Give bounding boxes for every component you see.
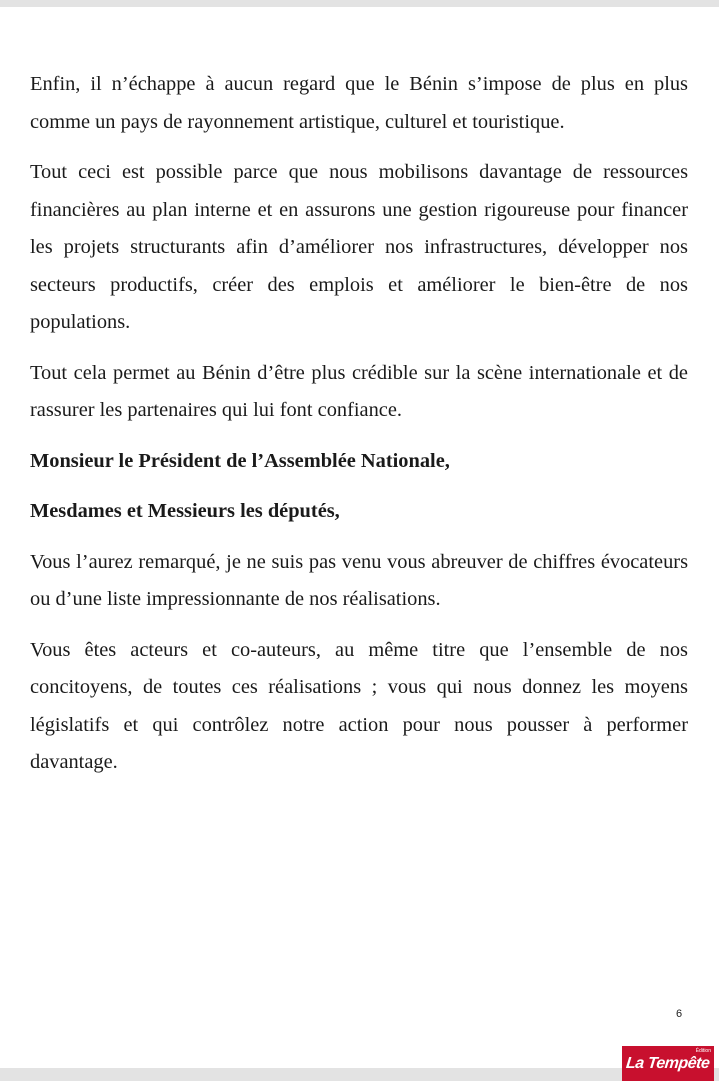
salutation-heading: Monsieur le Président de l’Assemblée Nationale, [30, 449, 450, 472]
paragraph: Tout cela permet au Bénin d’être plus crédible sur la scène internationale et de rassurer les partenaires qui lui font confiance. [30, 361, 688, 421]
paragraph: Vous êtes acteurs et co-auteurs, au même titre que l’ensemble de nos concitoyens, de toutes ces réalisations ; vous qui nous donnez les moyens législatifs et qui contrôlez notre action pour nous pousser à performer davantage. [30, 638, 688, 773]
page-number: 6 [676, 1008, 683, 1020]
paragraph: Vous l’aurez remarqué, je ne suis pas venu vous abreuver de chiffres évocateurs ou d’une liste impressionnante de nos réalisations. [30, 550, 688, 610]
bottom-border [0, 1068, 719, 1081]
logo-text: La Tempête [625, 1054, 711, 1072]
logo-edition-label: Édition [695, 1048, 711, 1054]
paragraph: Enfin, il n’échappe à aucun regard que le Bénin s’impose de plus en plus comme un pays de rayonnement artistique, culturel et touristique. [30, 73, 688, 133]
paragraph: Tout ceci est possible parce que nous mobilisons davantage de ressources financières au plan interne et en assurons une gestion rigoureuse pour financer les projets structurants afin d’améliorer nos infrastructures, développer nos secteurs productifs, créer des emplois et améliorer le bien-être de nos populations. [30, 161, 688, 333]
newspaper-logo [622, 1046, 714, 1081]
document-body [30, 66, 688, 795]
top-border [0, 0, 719, 7]
salutation-heading: Mesdames et Messieurs les députés, [30, 500, 340, 522]
